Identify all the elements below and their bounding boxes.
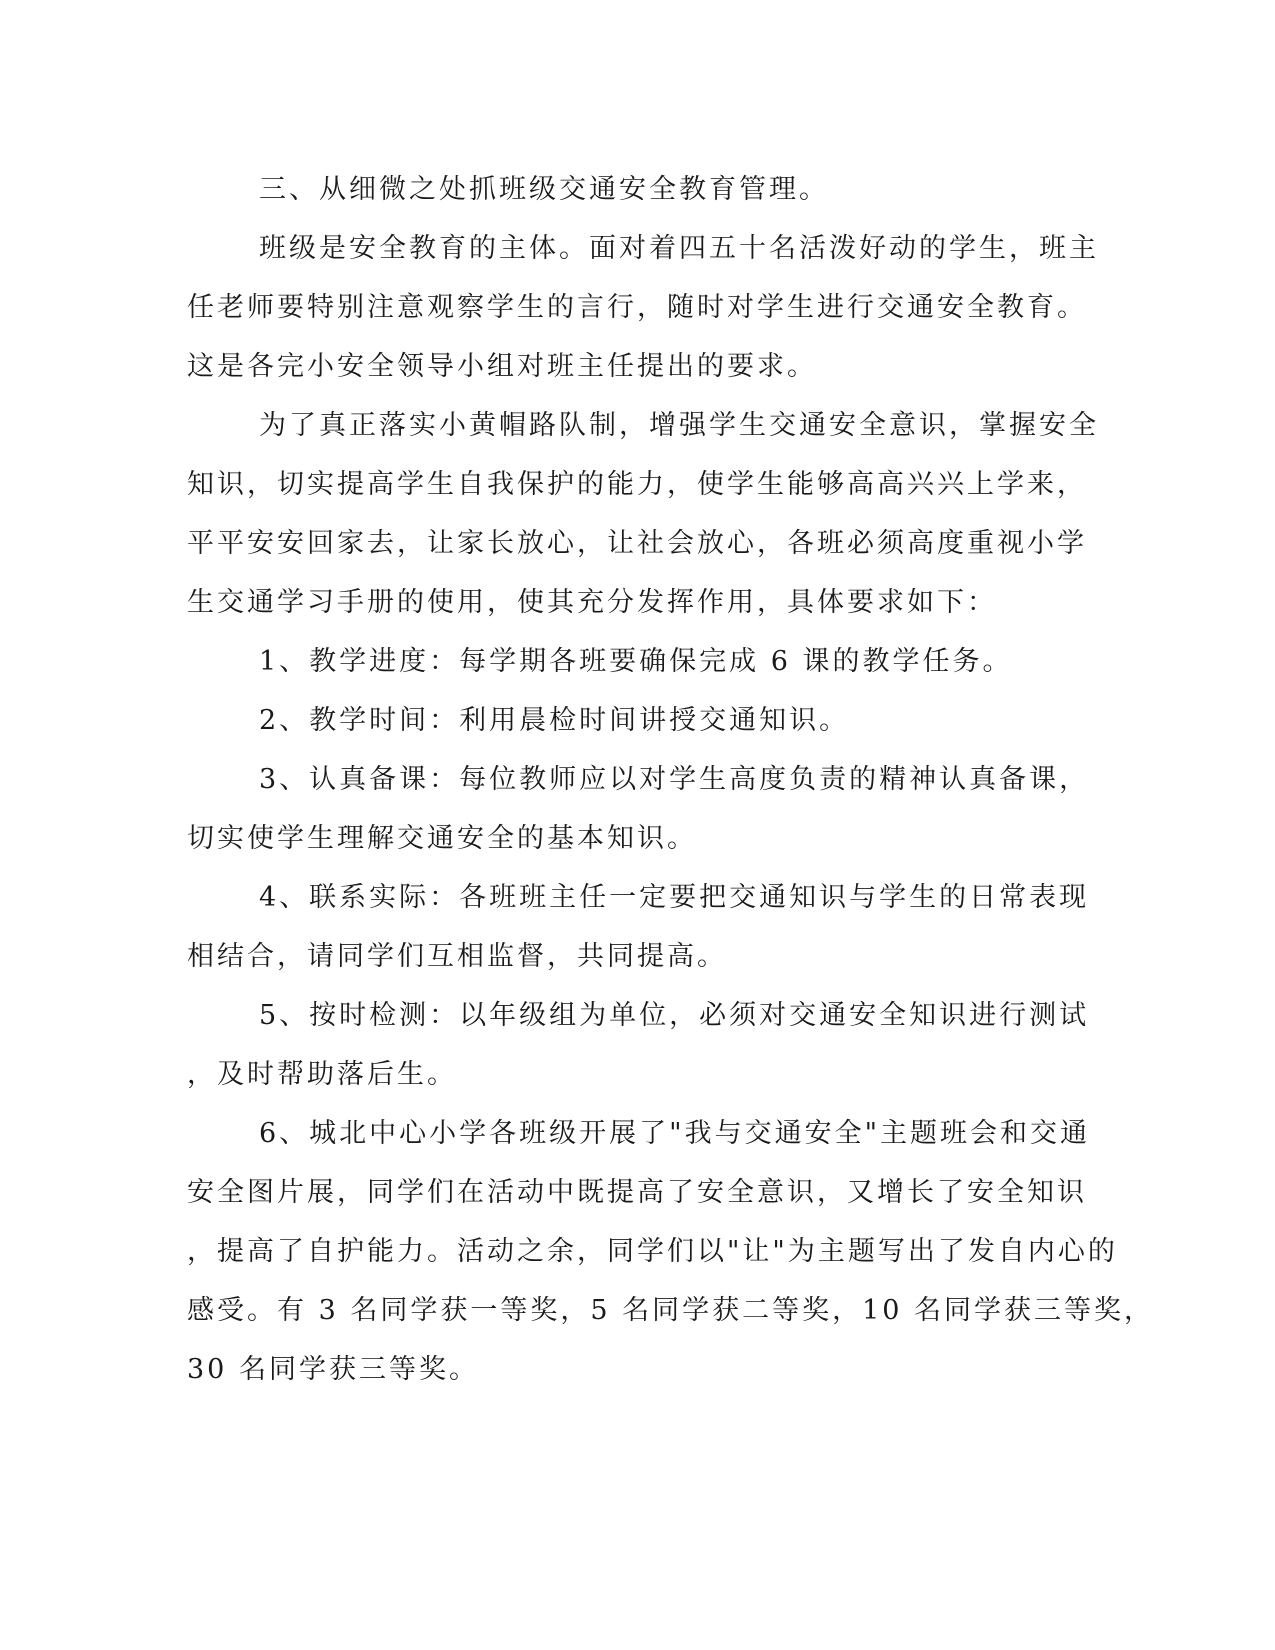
document-body <box>187 160 1155 1399</box>
list-item: 4、联系实际：各班班主任一定要把交通知识与学生的日常表现 <box>259 882 1090 913</box>
text-line: 切实使学生理解交通安全的基本知识。 <box>187 823 697 854</box>
text-line: 知识，切实提高学生自我保护的能力，使学生能够高高兴兴上学来， <box>187 469 1087 500</box>
text-line: 为了真正落实小黄帽路队制，增强学生交通安全意识，掌握安全 <box>259 410 1099 441</box>
text-line: ，及时帮助落后生。 <box>187 1059 457 1090</box>
text-line: 这是各完小安全领导小组对班主任提出的要求。 <box>187 351 817 382</box>
text-line: 感受。有 3 名同学获一等奖，5 名同学获二等奖，10 名同学获三等奖， <box>187 1295 1155 1326</box>
text-line: ，提高了自护能力。活动之余，同学们以"让"为主题写出了发自内心的 <box>187 1236 1118 1267</box>
list-item: 5、按时检测：以年级组为单位，必须对交通安全知识进行测试 <box>259 1000 1090 1031</box>
list-item: 3、认真备课：每位教师应以对学生高度负责的精神认真备课， <box>259 764 1090 795</box>
text-line: 相结合，请同学们互相监督，共同提高。 <box>187 941 727 972</box>
list-item: 1、教学进度：每学期各班要确保完成 6 课的教学任务。 <box>259 646 1013 677</box>
text-line: 安全图片展，同学们在活动中既提高了安全意识，又增长了安全知识 <box>187 1177 1087 1208</box>
text-line: 生交通学习手册的使用，使其充分发挥作用，具体要求如下： <box>187 587 997 618</box>
text-line: 30 名同学获三等奖。 <box>187 1354 479 1385</box>
section-heading: 三、从细微之处抓班级交通安全教育管理。 <box>259 174 829 205</box>
text-line: 任老师要特别注意观察学生的言行，随时对学生进行交通安全教育。 <box>187 292 1087 323</box>
list-item: 2、教学时间：利用晨检时间讲授交通知识。 <box>259 705 850 736</box>
text-line: 平平安安回家去，让家长放心，让社会放心，各班必须高度重视小学 <box>187 528 1087 559</box>
list-item: 6、城北中心小学各班级开展了"我与交通安全"主题班会和交通 <box>259 1118 1091 1149</box>
text-line: 班级是安全教育的主体。面对着四五十名活泼好动的学生，班主 <box>259 233 1099 264</box>
